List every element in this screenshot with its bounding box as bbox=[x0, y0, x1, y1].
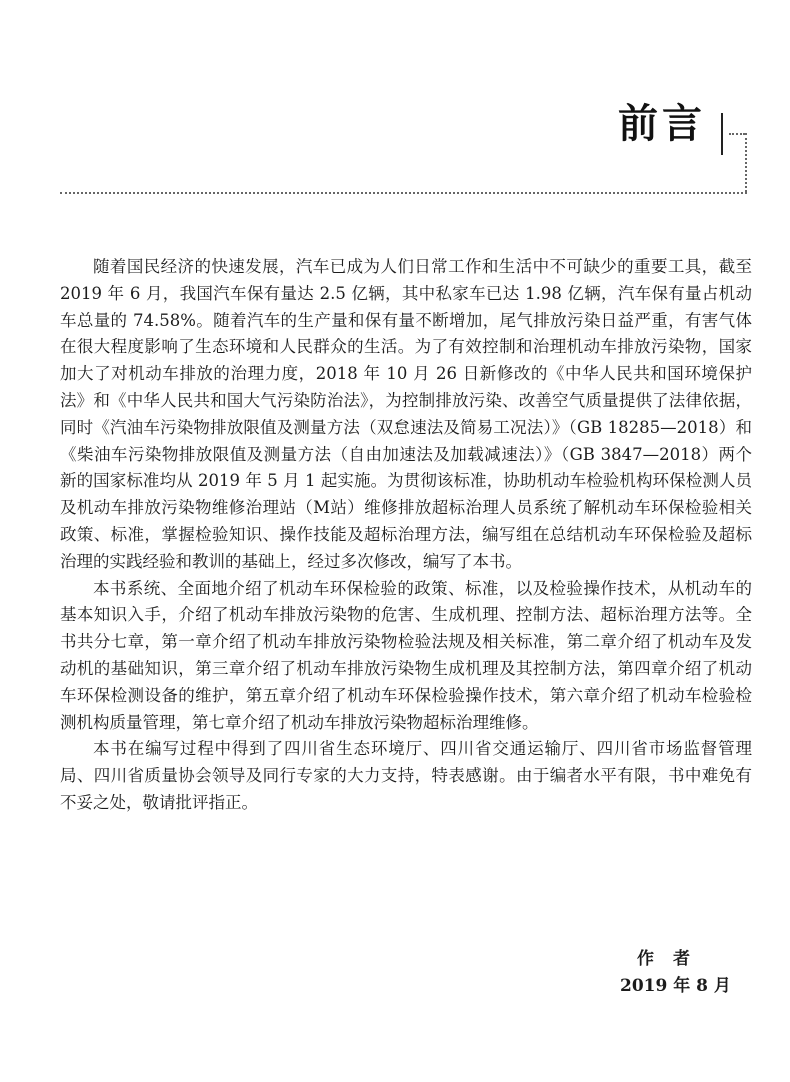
dotted-rule-horizontal bbox=[60, 192, 747, 194]
page-title: 前言 bbox=[618, 100, 706, 147]
paragraph-3: 本书在编写过程中得到了四川省生态环境厅、四川省交通运输厅、四川省市场监督管理局、四川省质量协会领导及同行专家的大力支持，特表感谢。由于编者水平有限，书中难免有不妥之处，敬请批评指正。 bbox=[60, 739, 752, 812]
author-signature: 作 者 bbox=[637, 949, 691, 969]
signature-date: 2019 年 8 月 bbox=[620, 976, 731, 996]
paragraph-2: 本书系统、全面地介绍了机动车环保检验的政策、标准，以及检验操作技术，从机动车的基本知识入手，介绍了机动车排放污染物的危害、生成机理、控制方法、超标治理方法等。全书共分七章，第一章介绍了机动车排放污染物检验法规及相关标准，第二章介绍了机动车及发动机的基础知识，第三章介绍了机动车排放污染物生成机理及其控制方法，第四章介绍了机动车环保检测设备的维护，第五章介绍了机动车环保检验操作技术，第六章介绍了机动车检验检测机构质量管理，第七章介绍了机动车排放污染物超标治理维修。 bbox=[60, 578, 752, 732]
title-bar-divider bbox=[721, 113, 723, 155]
dotted-rule-vertical bbox=[745, 133, 747, 192]
dotted-rule-horizontal-short bbox=[729, 133, 745, 135]
preface-body bbox=[60, 254, 752, 817]
paragraph-1: 随着国民经济的快速发展，汽车已成为人们日常工作和生活中不可缺少的重要工具，截至 2019 年 6 月，我国汽车保有量达 2.5 亿辆，其中私家车已达 1.98 亿辆，汽车保有量占机动车总量的 74.58%。随着汽车的生产量和保有量不断增加，尾气排放污染日益严重，有害气体在很大程度影响了生态环境和人民群众的生活。为了有效控制和治理机动车排放污染物，国家加大了对机动车排放的治理力度，2018 年 10 月 26 日新修改的《中华人民共和国环境保护法》和《中华人民共和国大气污染防治法》，为控制排放污染、改善空气质量提供了法律依据，同时《汽油车污染物排放限值及测量方法（双怠速法及简易工况法）》（GB 18285—2018）和《柴油车污染物排放限值及测量方法（自由加速法及加载减速法）》（GB 3847—2018）两个新的国家标准均从 2019 年 5 月 1 起实施。为贯彻该标准，协助机动车检验机构环保检测人员及机动车排放污染物维修治理站（M站）维修排放超标治理人员系统了解机动车环保检验相关政策、标准，掌握检验知识、操作技能及超标治理方法，编写组在总结机动车环保检验及超标治理的实践经验和教训的基础上，经过多次修改，编写了本书。 bbox=[60, 257, 752, 571]
